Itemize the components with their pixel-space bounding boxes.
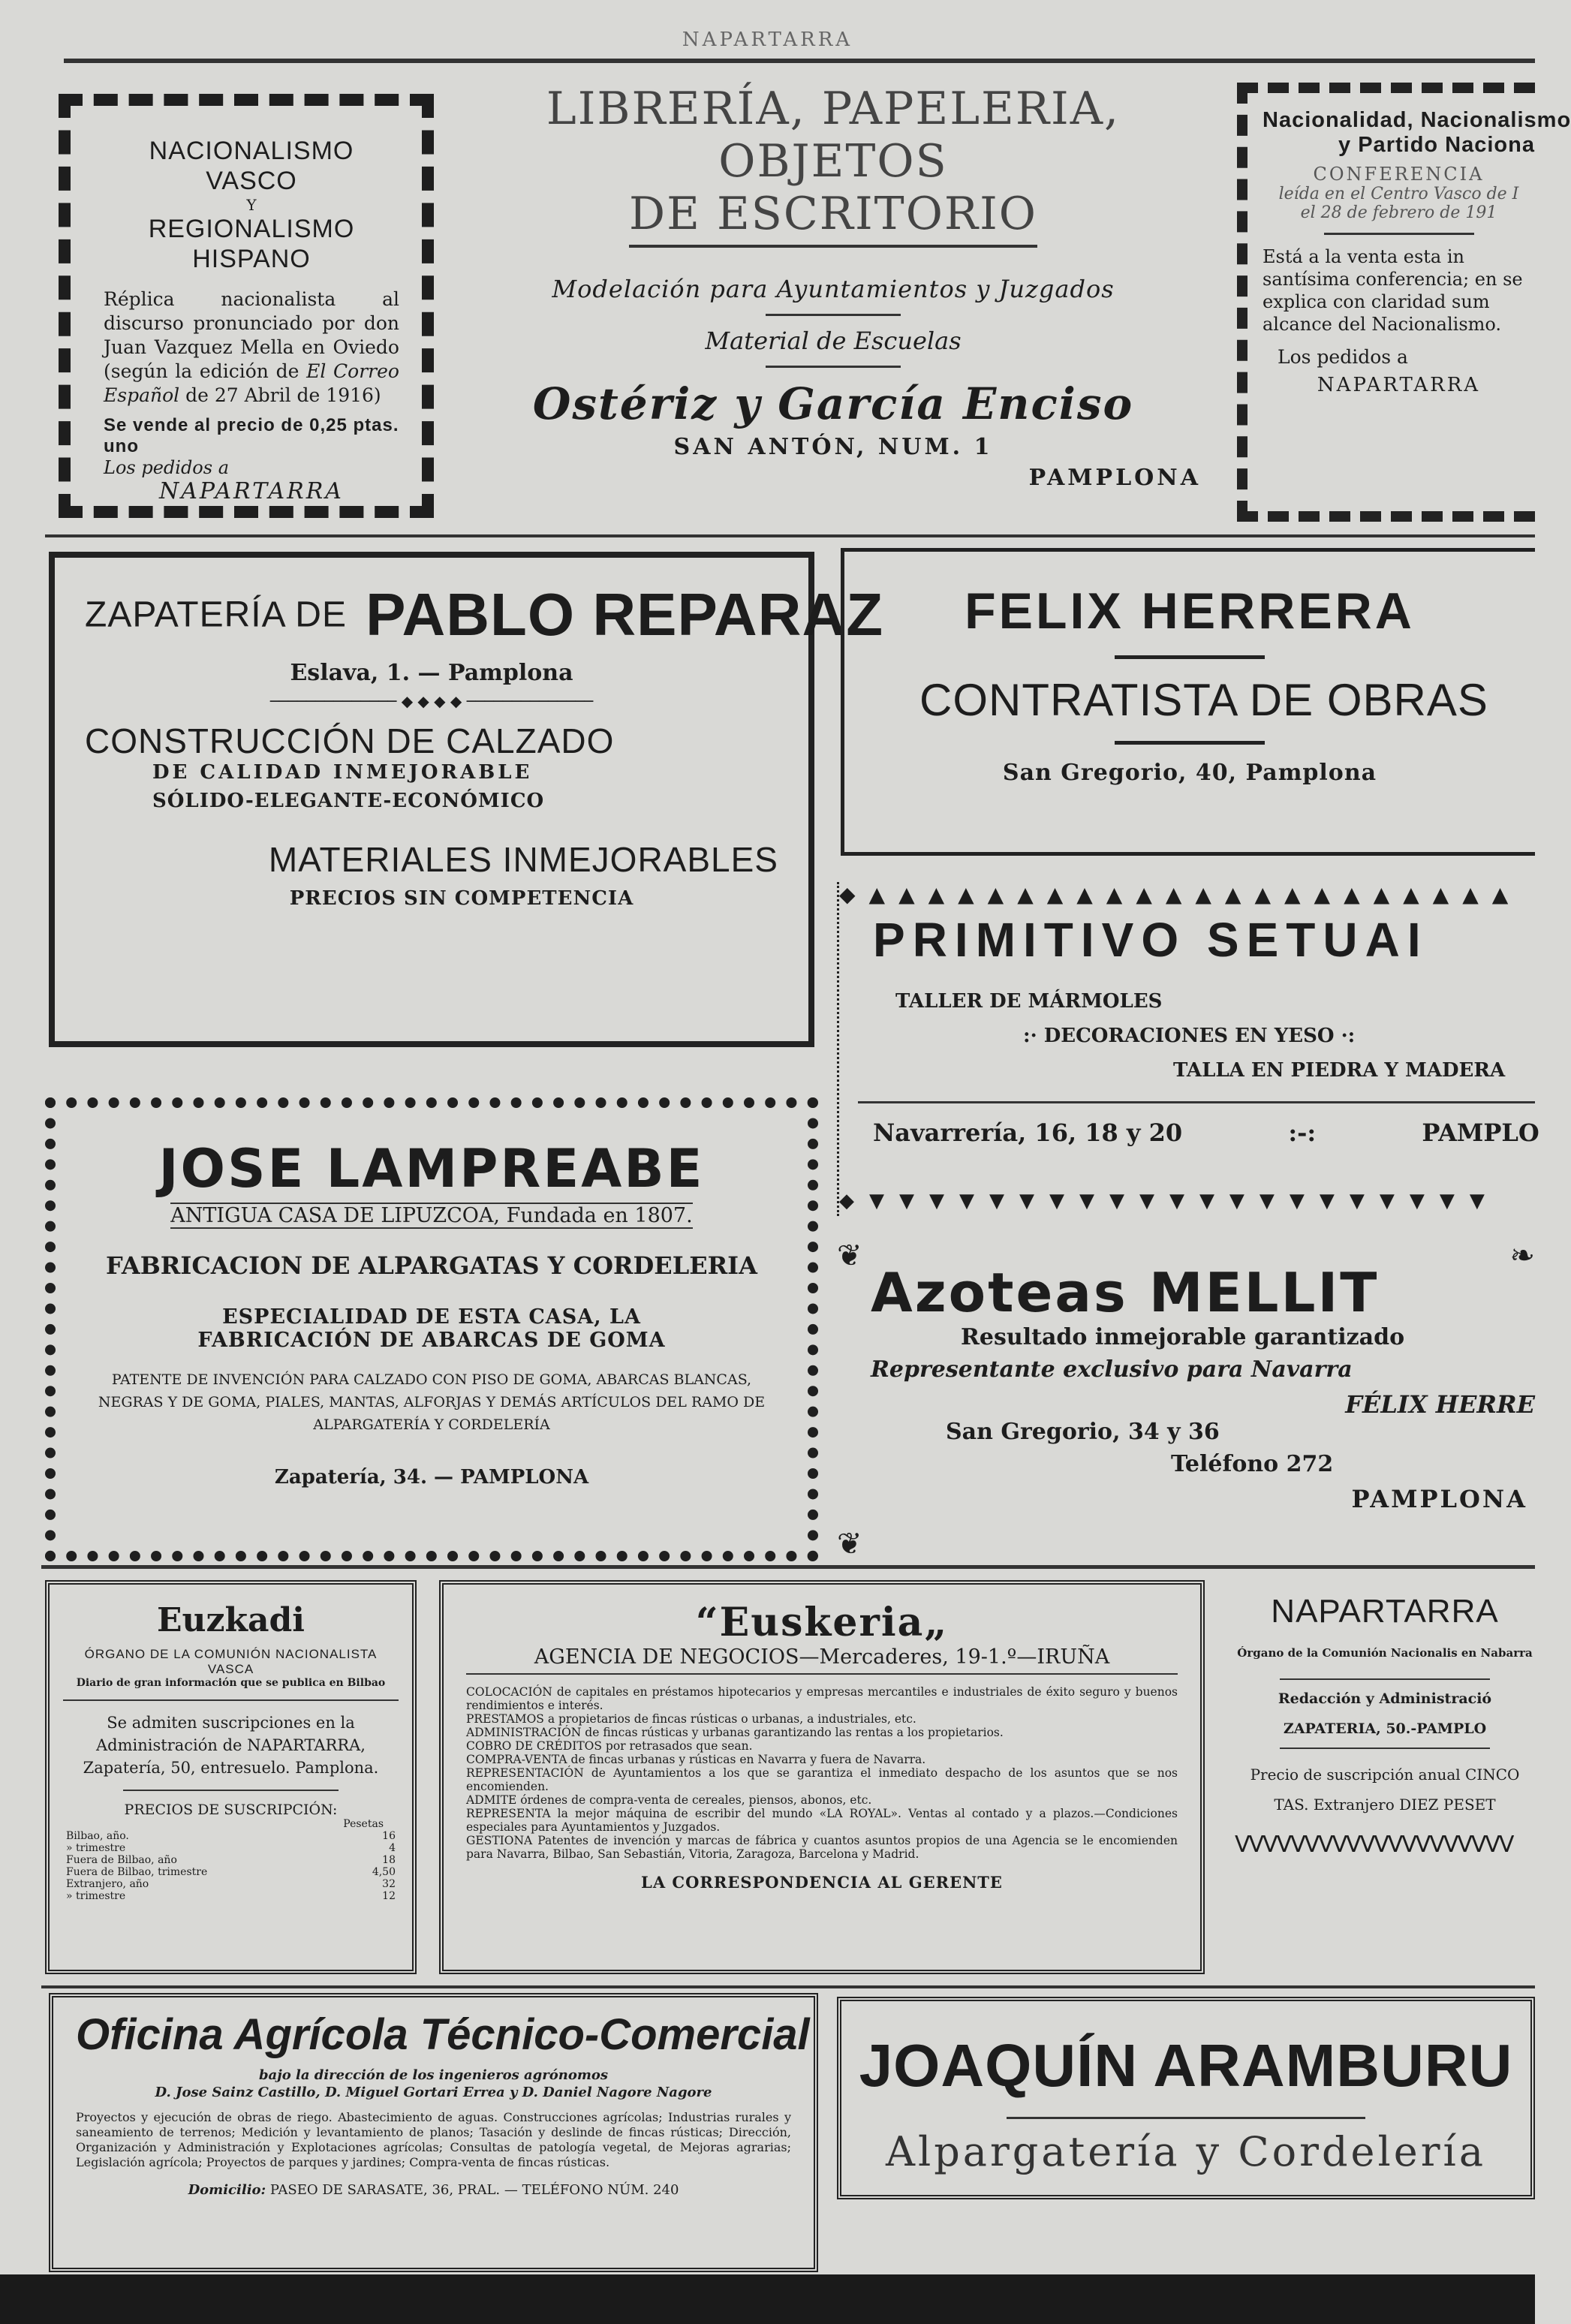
name: Euzkadi xyxy=(157,1601,305,1639)
admin: Redacción y Administració xyxy=(1278,1690,1492,1707)
price-row xyxy=(63,1842,399,1854)
ad-oficina-agricola xyxy=(49,1993,818,2272)
price-row xyxy=(63,1866,399,1878)
price-row xyxy=(63,1830,399,1842)
address: Navarrería, 16, 18 y 20 xyxy=(873,1118,1183,1147)
ad-nacionalismo-vasco xyxy=(59,94,434,518)
orders-line: Los pedidos a xyxy=(104,457,230,478)
line2: Representante exclusivo para Navarra xyxy=(871,1356,1353,1383)
price-line: Se vende al precio de 0,25 ptas. uno xyxy=(104,415,399,456)
direction: bajo la dirección de los ingenieros agrónomos xyxy=(258,2067,609,2083)
ad-nacionalidad xyxy=(1237,83,1571,522)
divider xyxy=(1324,233,1474,235)
name: Azoteas MELLIT xyxy=(871,1261,1380,1324)
triangle-border-top: ◆▲▲▲▲▲▲▲▲▲▲▲▲▲▲▲▲▲▲▲▲▲▲ xyxy=(839,882,1522,907)
price-label: Fuera de Bilbao, año xyxy=(66,1854,177,1866)
ornament-bottom-left: ❦ xyxy=(837,1527,862,1561)
title-line1: Nacionalidad, Nacionalismo xyxy=(1263,108,1571,132)
service-item: COLOCACIÓN de capitales en préstamos hipotecarios y empresas mercantiles e industriales de éxito seguro y buenos rendimientos e interés. xyxy=(466,1685,1178,1712)
body-text: Proyectos y ejecución de obras de riego. Abastecimiento de aguas. Construcciones agrícolas; Industrias rurales y saneamiento de terrenos; Medición y levantamiento de planos; Tasación y deslinde de fincas rústicas; Dirección, Organización y Administración y Explotaciones agrícolas; Consultas de patología vegetal, de Mejoras agrarias; Legislación agrícola; Proyectos de parques y jardines; Compra-venta de fincas rústicas. xyxy=(76,2110,791,2169)
service-item: REPRESENTA la mejor máquina de escribir del mundo «LA ROYAL». Ventas al contado y a plazos.—Condiciones especiales para Ayuntamientos y Juzgados. xyxy=(466,1807,1178,1834)
title-y: Y xyxy=(246,196,257,214)
price: Precio de suscripción anual CINCO TAS. Extranjero DIEZ PESET xyxy=(1250,1766,1520,1814)
line2: DE CALIDAD INMEJORABLE xyxy=(152,761,533,784)
service-item: COBRO DE CRÉDITOS por retrasados que sean. xyxy=(466,1739,753,1753)
owner-name: Ostériz y García Enciso xyxy=(532,378,1134,429)
divider xyxy=(123,1790,339,1791)
line4: MATERIALES INMEJORABLES xyxy=(268,840,778,879)
address: SAN ANTÓN, NUM. 1 xyxy=(673,434,993,460)
phone: Teléfono 272 xyxy=(1171,1451,1334,1477)
name: FELIX HERRERA xyxy=(965,583,1415,640)
paper-name-header: NAPARTARRA xyxy=(682,29,853,51)
separator: :-: xyxy=(1288,1118,1317,1147)
price-value: 4,50 xyxy=(372,1866,396,1878)
ornament-top-left: ❦ xyxy=(837,1239,862,1273)
line3: FABRICACIÓN DE ABARCAS DE GOMA xyxy=(197,1329,666,1352)
orders-line: Los pedidos a xyxy=(1278,346,1408,368)
organ: ÓRGANO DE LA COMUNIÓN NACIONALISTA VASCA xyxy=(84,1647,378,1676)
ad-napartarra xyxy=(1227,1584,1535,1974)
ad-joaquin-aramburu xyxy=(837,1997,1535,2199)
sub2: leída en el Centro Vasco de I xyxy=(1278,185,1519,203)
divider xyxy=(1007,2117,1365,2119)
line1: TALLER DE MÁRMOLES xyxy=(895,990,1163,1013)
body-date: de 27 Abril de 1916) xyxy=(185,384,381,406)
body-text: Está a la venta esta in santísima conferencia; en se explica con claridad sum alcance del Nacionalismo. xyxy=(1263,246,1523,335)
price-row xyxy=(63,1890,399,1902)
ad-euzkadi xyxy=(45,1580,417,1974)
orders-to: NAPARTARRA xyxy=(159,478,344,504)
price-value: 16 xyxy=(382,1830,396,1842)
prices-table xyxy=(63,1830,399,1902)
name: JOSE LAMPREABE xyxy=(158,1138,705,1200)
service-item: COMPRA-VENTA de fincas urbanas y rústicas en Navarra y fuera de Navarra. xyxy=(466,1753,926,1766)
name: NAPARTARRA xyxy=(1271,1593,1499,1630)
ad-zapateria-reparaz xyxy=(49,552,884,1047)
trade: Alpargatería y Cordelería xyxy=(885,2128,1487,2175)
service-item: ADMITE órdenes de compra-venta de cereales, piensos, abonos, etc. xyxy=(466,1793,872,1807)
sub3: el 28 de febrero de 191 xyxy=(1300,203,1497,222)
ad-felix-herrera xyxy=(841,548,1535,856)
address: ZAPATERIA, 50.-PAMPLO xyxy=(1283,1720,1487,1737)
domicile: PASEO DE SARASATE, 36, PRAL. — TELÉFONO NÚM. 240 xyxy=(269,2182,679,2198)
organ: Órgano de la Comunión Nacionalis en Nabarra xyxy=(1237,1646,1533,1660)
line2: :· DECORACIONES EN YESO ·: xyxy=(1023,1025,1356,1047)
city: PAMPLONA xyxy=(1351,1485,1527,1513)
wave-ornament: ᐯᐯᐯᐯᐯᐯᐯᐯᐯᐯᐯᐯᐯᐯᐯᐯᐯᐯᐯᐯ xyxy=(1235,1832,1513,1858)
prices-title: PRECIOS DE SUSCRIPCIÓN: xyxy=(124,1802,338,1818)
name: “Euskeria„ xyxy=(695,1600,949,1645)
divider-ornament: ────────────── ◆ ◆ ◆ ◆ ────────────── xyxy=(269,692,594,710)
divider xyxy=(858,1101,1535,1103)
ad-primitivo-setuain xyxy=(837,882,1539,1216)
divider xyxy=(1115,655,1265,659)
line2: ESPECIALIDAD DE ESTA CASA, LA xyxy=(222,1305,641,1329)
title-line1: LIBRERÍA, PAPELERIA, OBJETOS xyxy=(546,83,1121,188)
subtitle: CONFERENCIA xyxy=(1313,164,1485,185)
price-row xyxy=(63,1878,399,1890)
address: San Gregorio, 34 y 36 xyxy=(946,1419,1220,1445)
body-text: Se admiten suscripciones en la Administración de NAPARTARRA, Zapatería, 50, entresuelo. Pamplona. xyxy=(83,1714,379,1777)
header-rule xyxy=(64,59,1535,63)
row-rule xyxy=(45,534,1535,537)
divider xyxy=(1115,741,1265,745)
line3: TALLA EN PIEDRA Y MADERA xyxy=(1173,1059,1506,1082)
ad-jose-lampreabe xyxy=(45,1097,818,1561)
ad-euskeria xyxy=(439,1580,1205,1974)
representative: FÉLIX HERRE xyxy=(1345,1390,1535,1419)
ad-libreria xyxy=(458,83,1208,525)
price-row xyxy=(63,1854,399,1866)
domicile-label: Domicilio: xyxy=(188,2182,266,2198)
row-rule xyxy=(41,1565,1535,1569)
title-line1: NACIONALISMO VASCO xyxy=(149,137,354,195)
divider xyxy=(766,366,901,368)
divider xyxy=(766,314,901,316)
city: PAMPLONA xyxy=(1028,465,1201,491)
city: PAMPLO xyxy=(1422,1118,1539,1147)
price-label: » trimestre xyxy=(66,1842,126,1854)
price-label: Fuera de Bilbao, trimestre xyxy=(66,1866,208,1878)
title-line2: y Partido Naciona xyxy=(1338,133,1535,157)
price-label: Bilbao, año. xyxy=(66,1830,129,1842)
line4: PATENTE DE INVENCIÓN PARA CALZADO CON PISO DE GOMA, ABARCAS BLANCAS, NEGRAS Y DE GOMA, PIALES, MANTAS, ALFORJAS Y DEMÁS ARTÍCULOS DEL RAMO DE ALPARGATERÍA Y CORDELERÍA xyxy=(98,1371,766,1433)
engineers: D. Jose Sainz Castillo, D. Miguel Gortari Errea y D. Daniel Nagore Nagore xyxy=(155,2085,712,2100)
ornament-top-right: ❧ xyxy=(1509,1239,1535,1273)
service-item: GESTIONA Patentes de invención y marcas de fábrica y cuantos asuntos propios de una Agencia se le encomienden para Navarra, Bilbao, San Sebastián, Vitoria, Zaragoza, Barcelona y Madrid. xyxy=(466,1834,1178,1861)
triangle-border-bottom: ◆▼▼▼▼▼▼▼▼▼▼▼▼▼▼▼▼▼▼▼▼▼ xyxy=(839,1190,1500,1212)
divider xyxy=(63,1699,399,1701)
divider xyxy=(1280,1748,1490,1749)
row-rule xyxy=(41,1985,1535,1988)
body-source: El Correo Español xyxy=(104,360,399,406)
service-item: ADMINISTRACIÓN de fincas rústicas y urbanas garantizando las rentas a los propietarios. xyxy=(466,1726,1004,1739)
address: Eslava, 1. — Pamplona xyxy=(290,660,573,686)
prefix: ZAPATERÍA DE xyxy=(85,595,347,635)
service-item: REPRESENTACIÓN de Ayuntamientos a los que se garantiza el inmediato despacho de los asuntos que se nos encomienden. xyxy=(466,1766,1178,1793)
ad-azoteas-mellit xyxy=(837,1239,1535,1569)
line1: Resultado inmejorable garantizado xyxy=(961,1324,1405,1350)
line1: Modelación para Ayuntamientos y Juzgados xyxy=(552,275,1115,303)
scan-edge xyxy=(0,2274,1535,2324)
prices-header: Pesetas xyxy=(343,1818,384,1830)
trade: CONTRATISTA DE OBRAS xyxy=(919,675,1488,725)
orders-to: NAPARTARRA xyxy=(1317,374,1481,396)
service-item: PRESTAMOS a propietarios de fincas rústicas o urbanas, a industriales, etc. xyxy=(466,1712,916,1726)
divider xyxy=(1280,1678,1490,1680)
name: Oficina Agrícola Técnico-Comercial xyxy=(76,2010,810,2059)
body-text: Réplica nacionalista al discurso pronunciado por don Juan Vazquez Mella en Oviedo (según la edición de xyxy=(104,288,399,382)
founded: ANTIGUA CASA DE LIPUZCOA, Fundada en 1807. xyxy=(170,1204,693,1227)
address: Zapatería, 34. — PAMPLONA xyxy=(274,1466,589,1489)
price-value: 32 xyxy=(382,1878,396,1890)
line2: Material de Escuelas xyxy=(705,327,962,355)
line5: PRECIOS SIN COMPETENCIA xyxy=(289,887,634,910)
services-list xyxy=(466,1685,1178,1861)
price-value: 4 xyxy=(389,1842,396,1854)
price-label: » trimestre xyxy=(66,1890,126,1902)
name: PRIMITIVO SETUAI xyxy=(873,913,1428,967)
line3: SÓLIDO-ELEGANTE-ECONÓMICO xyxy=(152,790,545,812)
name: JOAQUÍN ARAMBURU xyxy=(859,2032,1513,2099)
title-line2: REGIONALISMO HISPANO xyxy=(148,215,355,273)
subtitle: AGENCIA DE NEGOCIOS—Mercaderes, 19-1.º—IRUÑA xyxy=(466,1645,1178,1675)
title-line2: DE ESCRITORIO xyxy=(629,188,1037,248)
footer: LA CORRESPONDENCIA AL GERENTE xyxy=(641,1873,1003,1892)
shop-name: PABLO REPARAZ xyxy=(366,581,884,648)
price-value: 18 xyxy=(382,1854,396,1866)
price-label: Extranjero, año xyxy=(66,1878,149,1890)
line1: FABRICACION DE ALPARGATAS Y CORDELERIA xyxy=(106,1251,757,1280)
price-value: 12 xyxy=(382,1890,396,1902)
line1: CONSTRUCCIÓN DE CALZADO xyxy=(85,721,615,760)
tagline: Diario de gran información que se publica en Bilbao xyxy=(76,1677,386,1689)
address: San Gregorio, 40, Pamplona xyxy=(1002,760,1377,786)
